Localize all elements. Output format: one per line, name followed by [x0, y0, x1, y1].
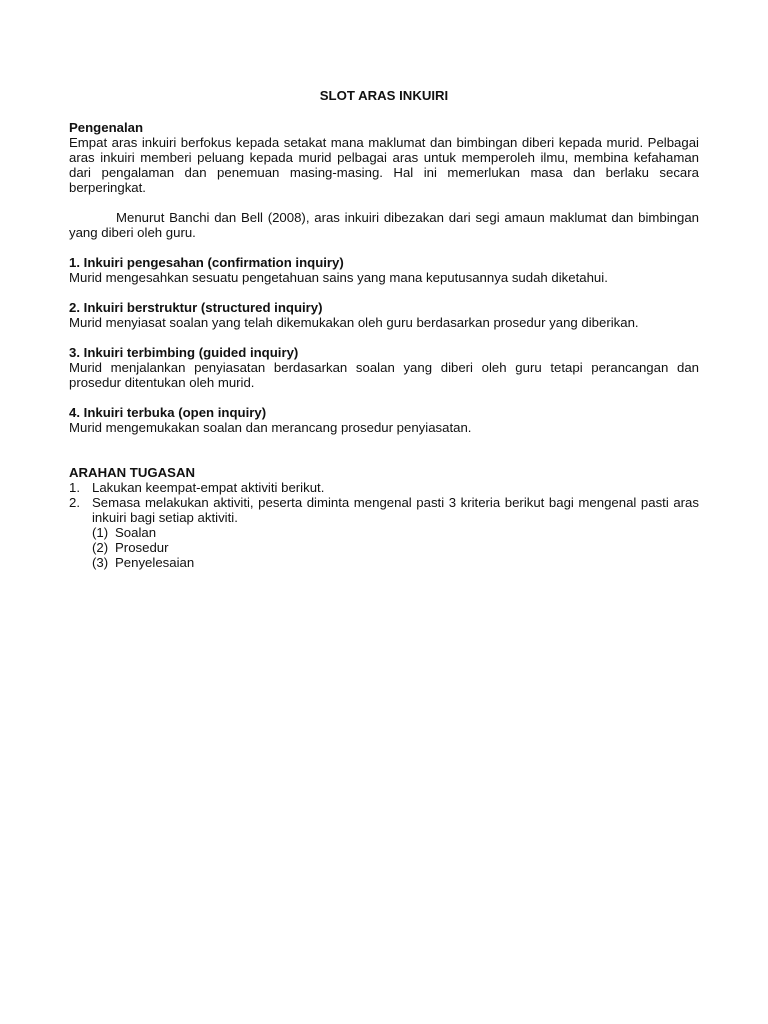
criteria-number: (3)	[92, 555, 109, 570]
tasks-heading: ARAHAN TUGASAN	[69, 465, 196, 480]
list-item-text: Semasa melakukan aktiviti, peserta diminta mengenal pasti 3 kriteria berikut bagi mengenal pasti aras inkuiri bagi setiap aktiviti.	[92, 495, 699, 525]
level-2-section	[69, 300, 699, 330]
list-item-text: Lakukan keempat-empat aktiviti berikut.	[92, 480, 325, 495]
document-page	[69, 88, 699, 570]
intro-section	[69, 120, 699, 240]
document-title: SLOT ARAS INKUIRI	[319, 88, 449, 103]
tasks-section	[69, 465, 699, 570]
intro-heading: Pengenalan	[69, 120, 144, 135]
level-heading: 4. Inkuiri terbuka (open inquiry)	[69, 405, 267, 420]
criteria-item	[92, 525, 699, 540]
list-item	[69, 480, 699, 495]
level-description: Murid menjalankan penyiasatan berdasarkan soalan yang diberi oleh guru tetapi perancangan dan prosedur ditentukan oleh murid.	[69, 360, 699, 390]
level-3-section	[69, 345, 699, 390]
list-item-number: 2.	[69, 495, 80, 510]
criteria-number: (1)	[92, 525, 109, 540]
level-description: Murid mengemukakan soalan dan merancang prosedur penyiasatan.	[69, 420, 472, 435]
list-item-number: 1.	[69, 480, 80, 495]
criteria-text: Penyelesaian	[115, 555, 195, 570]
level-4-section	[69, 405, 699, 435]
level-1-section	[69, 255, 699, 285]
criteria-item	[92, 540, 699, 555]
criteria-item	[92, 555, 699, 570]
list-item	[69, 495, 699, 570]
criteria-number: (2)	[92, 540, 109, 555]
reference-paragraph: Menurut Banchi dan Bell (2008), aras inkuiri dibezakan dari segi amaun maklumat dan bimbingan yang diberi oleh guru.	[69, 210, 699, 240]
level-description: Murid menyiasat soalan yang telah dikemukakan oleh guru berdasarkan prosedur yang diberikan.	[69, 315, 639, 330]
level-heading: 1. Inkuiri pengesahan (confirmation inquiry)	[69, 255, 344, 270]
criteria-text: Prosedur	[115, 540, 169, 555]
criteria-text: Soalan	[115, 525, 157, 540]
level-heading: 2. Inkuiri berstruktur (structured inquiry)	[69, 300, 323, 315]
criteria-list	[92, 525, 699, 570]
level-description: Murid mengesahkan sesuatu pengetahuan sains yang mana keputusannya sudah diketahui.	[69, 270, 608, 285]
level-heading: 3. Inkuiri terbimbing (guided inquiry)	[69, 345, 299, 360]
tasks-list	[69, 480, 699, 570]
intro-paragraph: Empat aras inkuiri berfokus kepada setakat mana maklumat dan bimbingan diberi kepada murid. Pelbagai aras inkuiri memberi peluang kepada murid pelbagai aras untuk memperoleh ilmu, membina kefahaman dari pengalaman dan penemuan masing-masing. Hal ini memerlukan masa dan berlaku secara berperingkat.	[69, 135, 699, 195]
